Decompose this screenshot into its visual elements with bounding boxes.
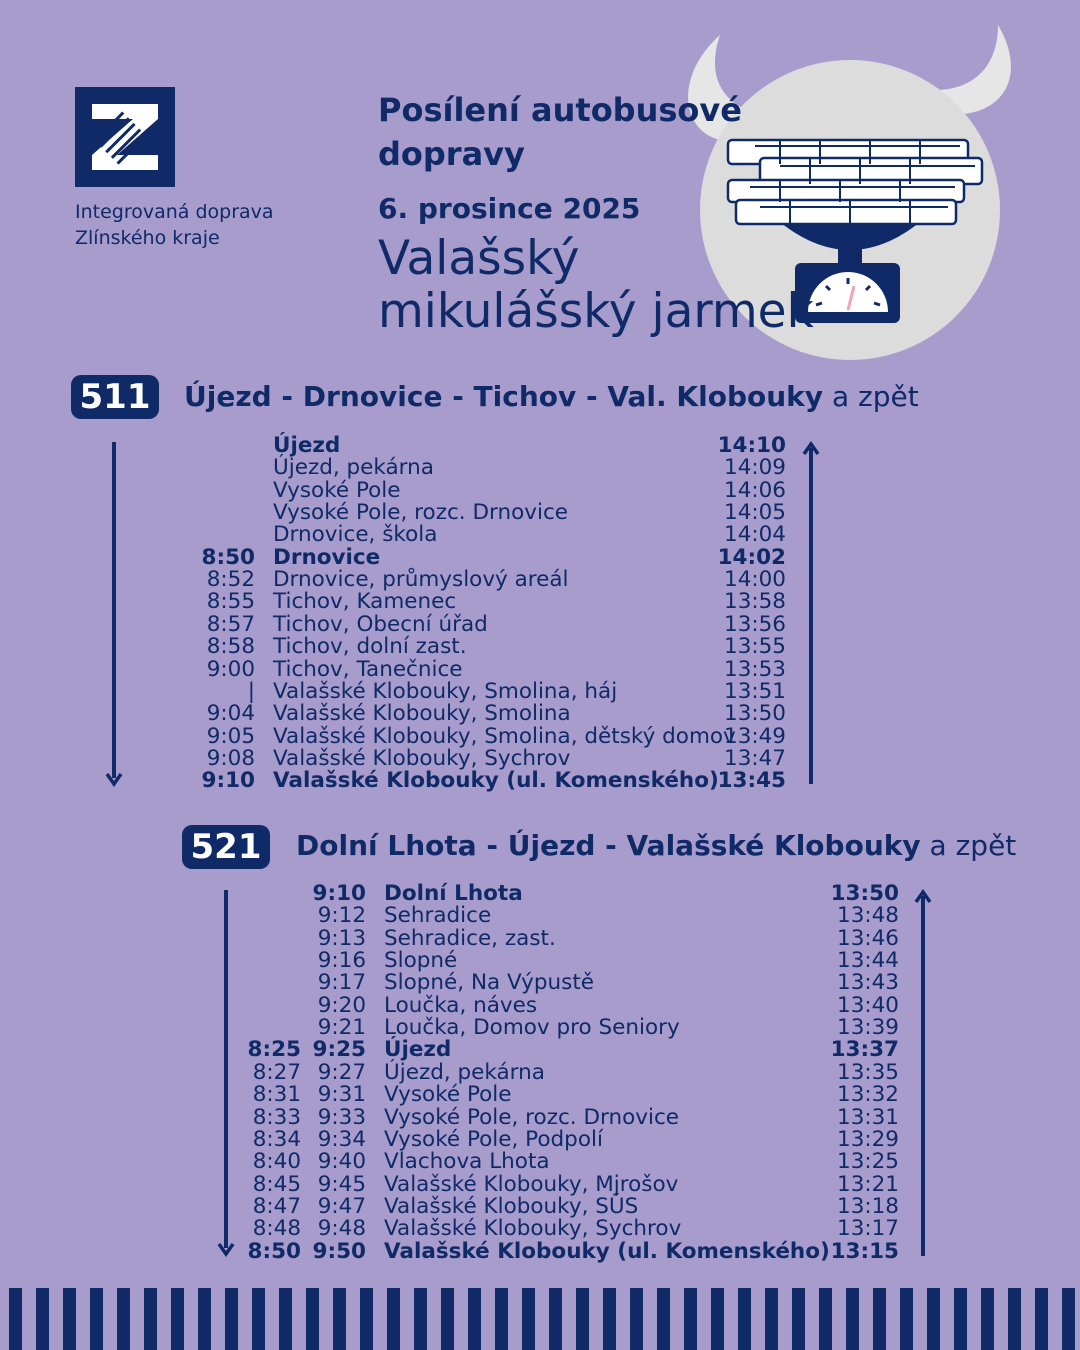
- stop-name: Vysoké Pole: [384, 1082, 512, 1108]
- departure-time: 8:57: [206, 611, 255, 637]
- return-time: 13:56: [724, 611, 786, 637]
- logo-line-1: Integrovaná doprava: [75, 201, 274, 223]
- return-time: 14:09: [724, 455, 786, 481]
- stripe: [279, 1288, 292, 1350]
- stripe: [9, 1288, 22, 1350]
- logo-caption: [75, 199, 274, 251]
- departure-time: 8:25: [247, 1037, 301, 1063]
- return-time: 13:35: [837, 1059, 899, 1085]
- ids-logo-icon: [75, 87, 175, 187]
- stripe: [1035, 1288, 1048, 1350]
- departure-time: 8:50: [247, 1238, 301, 1264]
- timetable-row: [0, 745, 1080, 771]
- timetable-row: [0, 723, 1080, 749]
- return-time: 13:37: [830, 1037, 899, 1063]
- departure-time-2: 9:27: [317, 1059, 366, 1085]
- stripe: [306, 1288, 319, 1350]
- stop-name: Tichov, Kamenec: [273, 589, 457, 615]
- stop-name: Valašské Klobouky, Smolina: [273, 701, 571, 727]
- stripe: [441, 1288, 454, 1350]
- return-time: 13:29: [837, 1126, 899, 1152]
- route-title-521: [296, 829, 1016, 862]
- stop-name: Dolní Lhota: [384, 881, 523, 906]
- arrow-down-icon: [112, 442, 116, 778]
- arrow-down-icon: [216, 1238, 236, 1258]
- timetable-row: [0, 1017, 1080, 1039]
- route-title-suffix: a zpět: [929, 829, 1017, 862]
- stripe: [603, 1288, 616, 1350]
- departure-time: 9:08: [206, 745, 255, 771]
- stripe: [954, 1288, 967, 1350]
- timetable-row: [0, 925, 1080, 951]
- stop-name: Újezd, pekárna: [384, 1059, 545, 1085]
- stripe: [1062, 1288, 1075, 1350]
- stop-name: Valašské Klobouky (ul. Komenského): [384, 1238, 830, 1264]
- arrow-up-icon: [913, 888, 933, 908]
- stripe: [711, 1288, 724, 1350]
- departure-time-2: 9:40: [317, 1149, 366, 1175]
- stop-name: Slopné: [384, 948, 458, 974]
- stripe: [765, 1288, 778, 1350]
- timetable-row: [0, 1218, 1080, 1240]
- stop-name: Vysoké Pole, rozc. Drnovice: [384, 1104, 680, 1130]
- departure-time: 8:45: [252, 1171, 301, 1197]
- stop-name: Tichov, Obecní úřad: [273, 611, 488, 637]
- timetable-row: [0, 435, 1080, 457]
- stop-name: Drnovice, škola: [273, 522, 438, 548]
- departure-time-2: 9:21: [317, 1015, 366, 1041]
- event-name: Valašský mikulášský jarmek: [378, 231, 814, 339]
- stripe: [576, 1288, 589, 1350]
- stripe: [171, 1288, 184, 1350]
- departure-time: 8:31: [252, 1082, 301, 1108]
- stripe: [144, 1288, 157, 1350]
- timetable-row: [0, 477, 1080, 503]
- stop-name: Loučka, Domov pro Seniory: [384, 1015, 680, 1041]
- departure-time: 8:27: [252, 1059, 301, 1085]
- logo-line-2: Zlínského kraje: [75, 227, 220, 249]
- timetable-row: [0, 1059, 1080, 1085]
- departure-time: 8:58: [206, 634, 255, 660]
- departure-time: 8:48: [252, 1216, 301, 1242]
- route-title-text: Dolní Lhota - Újezd - Valašské Klobouky: [296, 829, 921, 862]
- return-time: 13:25: [837, 1149, 899, 1175]
- timetable-row: [0, 544, 1080, 570]
- departure-time-2: 9:20: [317, 992, 366, 1018]
- departure-time-2: 9:16: [317, 948, 366, 974]
- stop-name: Újezd: [273, 433, 341, 458]
- departure-time: 8:40: [252, 1149, 301, 1175]
- departure-time: 8:34: [252, 1126, 301, 1152]
- arrow-down-icon: [104, 768, 124, 788]
- stop-name: Sehradice, zast.: [384, 925, 556, 951]
- stripe: [792, 1288, 805, 1350]
- stripe: [657, 1288, 670, 1350]
- return-time: 14:05: [724, 500, 786, 526]
- departure-time: 8:50: [201, 544, 255, 570]
- stop-name: Tichov, dolní zast.: [273, 634, 467, 660]
- return-time: 13:44: [837, 948, 899, 974]
- departure-time: 9:04: [206, 701, 255, 727]
- timetable-row: [0, 1193, 1080, 1219]
- timetable-row: [0, 905, 1080, 927]
- return-time: 14:02: [717, 544, 786, 570]
- stripe: [927, 1288, 940, 1350]
- departure-time: 8:47: [252, 1193, 301, 1219]
- stripe: [333, 1288, 346, 1350]
- stop-name: Újezd, pekárna: [273, 455, 434, 481]
- stop-name: Slopné, Na Výpustě: [384, 970, 595, 996]
- stop-name: Vysoké Pole: [273, 477, 401, 503]
- stop-name: Valašské Klobouky, Smolina, háj: [273, 678, 618, 704]
- return-time: 14:10: [717, 433, 786, 458]
- timetable-row: [0, 1126, 1080, 1152]
- return-time: 13:58: [724, 589, 786, 615]
- route-title-511: [184, 380, 919, 413]
- stripe: [468, 1288, 481, 1350]
- stop-name: Valašské Klobouky, Sychrov: [384, 1216, 682, 1242]
- stripe: [873, 1288, 886, 1350]
- departure-time-2: 9:13: [317, 925, 366, 951]
- return-time: 13:31: [837, 1104, 899, 1130]
- timetable-row: [0, 524, 1080, 546]
- stripe: [360, 1288, 373, 1350]
- return-time: 13:15: [830, 1238, 899, 1264]
- return-time: 13:45: [717, 768, 786, 794]
- timetable-row: [0, 678, 1080, 704]
- departure-time: 9:10: [201, 768, 255, 794]
- return-time: 13:51: [724, 678, 786, 704]
- timetable-row: [0, 591, 1080, 613]
- stop-name: Drnovice: [273, 544, 381, 570]
- return-time: 13:53: [724, 656, 786, 682]
- stop-name: Loučka, náves: [384, 992, 538, 1018]
- departure-time: 8:33: [252, 1104, 301, 1130]
- event-date: 6. prosince 2025: [378, 192, 641, 225]
- stripe: [63, 1288, 76, 1350]
- arrow-up-icon: [809, 448, 813, 784]
- header-title: Posílení autobusové dopravy: [378, 91, 742, 173]
- return-time: 13:55: [724, 634, 786, 660]
- stop-name: Valašské Klobouky, Mjrošov: [384, 1171, 679, 1197]
- stripe: [225, 1288, 238, 1350]
- return-time: 13:18: [837, 1193, 899, 1219]
- timetable-row: [0, 1104, 1080, 1130]
- stop-name: Vlachova Lhota: [384, 1149, 550, 1175]
- departure-time-2: 9:17: [317, 970, 366, 996]
- return-time: 13:50: [724, 701, 786, 727]
- timetable-row: [0, 457, 1080, 479]
- timetable-row: [0, 1084, 1080, 1106]
- return-time: 13:48: [837, 903, 899, 929]
- stop-name: Sehradice: [384, 903, 492, 929]
- departure-time-2: 9:47: [317, 1193, 366, 1219]
- departure-time: |: [247, 678, 255, 704]
- departure-time: 9:00: [206, 656, 255, 682]
- stripe: [549, 1288, 562, 1350]
- departure-time-2: 9:33: [317, 1104, 366, 1130]
- return-time: 13:49: [724, 723, 786, 749]
- stop-name: Vysoké Pole, rozc. Drnovice: [273, 500, 569, 526]
- departure-time-2: 9:48: [317, 1216, 366, 1242]
- timetable-row: [0, 1238, 1080, 1264]
- stripe: [495, 1288, 508, 1350]
- timetable-row: [0, 611, 1080, 637]
- stripe: [117, 1288, 130, 1350]
- arrow-up-icon: [801, 440, 821, 460]
- return-time: 13:39: [837, 1015, 899, 1041]
- timetable-row: [0, 992, 1080, 1018]
- departure-time: 8:55: [206, 589, 255, 615]
- arrow-up-icon: [921, 896, 925, 1256]
- return-time: 13:46: [837, 925, 899, 951]
- stop-name: Vysoké Pole, Podpolí: [384, 1126, 603, 1152]
- stripe: [252, 1288, 265, 1350]
- decorative-stripes: [0, 1288, 1080, 1350]
- return-time: 13:43: [837, 970, 899, 996]
- timetable-row: [0, 950, 1080, 972]
- departure-time: 9:05: [206, 723, 255, 749]
- return-time: 13:47: [724, 745, 786, 771]
- stripe: [414, 1288, 427, 1350]
- stripe: [684, 1288, 697, 1350]
- stop-name: Valašské Klobouky, Smolina, dětský domov: [273, 723, 736, 749]
- stop-name: Újezd: [384, 1037, 452, 1063]
- return-time: 14:00: [724, 567, 786, 593]
- stripe: [738, 1288, 751, 1350]
- departure-time-2: 9:50: [312, 1238, 366, 1264]
- stripe: [1008, 1288, 1021, 1350]
- stripe: [900, 1288, 913, 1350]
- route-title-text: Újezd - Drnovice - Tichov - Val. Klobouky: [184, 380, 824, 413]
- return-time: 13:32: [837, 1082, 899, 1108]
- stripe: [846, 1288, 859, 1350]
- timetable-row: [0, 656, 1080, 682]
- return-time: 13:21: [837, 1171, 899, 1197]
- stripe: [90, 1288, 103, 1350]
- route-badge-511: 511: [71, 375, 159, 419]
- stop-name: Valašské Klobouky, Sychrov: [273, 745, 571, 771]
- timetable-row: [0, 1171, 1080, 1197]
- return-time: 13:50: [830, 881, 899, 906]
- stop-name: Valašské Klobouky (ul. Komenského): [273, 768, 719, 794]
- stripe: [981, 1288, 994, 1350]
- return-time: 13:17: [837, 1216, 899, 1242]
- stripe: [522, 1288, 535, 1350]
- return-time: 14:06: [724, 477, 786, 503]
- timetable-row: [0, 1039, 1080, 1061]
- return-time: 14:04: [724, 522, 786, 548]
- timetable-row: [0, 770, 1080, 792]
- departure-time-2: 9:10: [312, 881, 366, 906]
- timetable-row: [0, 502, 1080, 524]
- stop-name: Tichov, Tanečnice: [273, 656, 463, 682]
- stripe: [36, 1288, 49, 1350]
- timetable-row: [0, 636, 1080, 658]
- route-badge-521: 521: [182, 825, 270, 869]
- return-time: 13:40: [837, 992, 899, 1018]
- route-title-suffix: a zpět: [831, 380, 919, 413]
- timetable-row: [0, 1151, 1080, 1173]
- arrow-down-icon: [224, 890, 228, 1248]
- departure-time: 8:52: [206, 567, 255, 593]
- timetable-row: [0, 972, 1080, 994]
- stripe: [198, 1288, 211, 1350]
- departure-time-2: 9:31: [317, 1082, 366, 1108]
- stripe: [387, 1288, 400, 1350]
- stop-name: Drnovice, průmyslový areál: [273, 567, 569, 593]
- departure-time-2: 9:34: [317, 1126, 366, 1152]
- timetable-row: [0, 569, 1080, 591]
- stop-name: Valašské Klobouky, SÚS: [384, 1193, 639, 1219]
- timetable-row: [0, 703, 1080, 725]
- stripe: [819, 1288, 832, 1350]
- departure-time-2: 9:12: [317, 903, 366, 929]
- stripe: [630, 1288, 643, 1350]
- departure-time-2: 9:25: [312, 1037, 366, 1063]
- departure-time-2: 9:45: [317, 1171, 366, 1197]
